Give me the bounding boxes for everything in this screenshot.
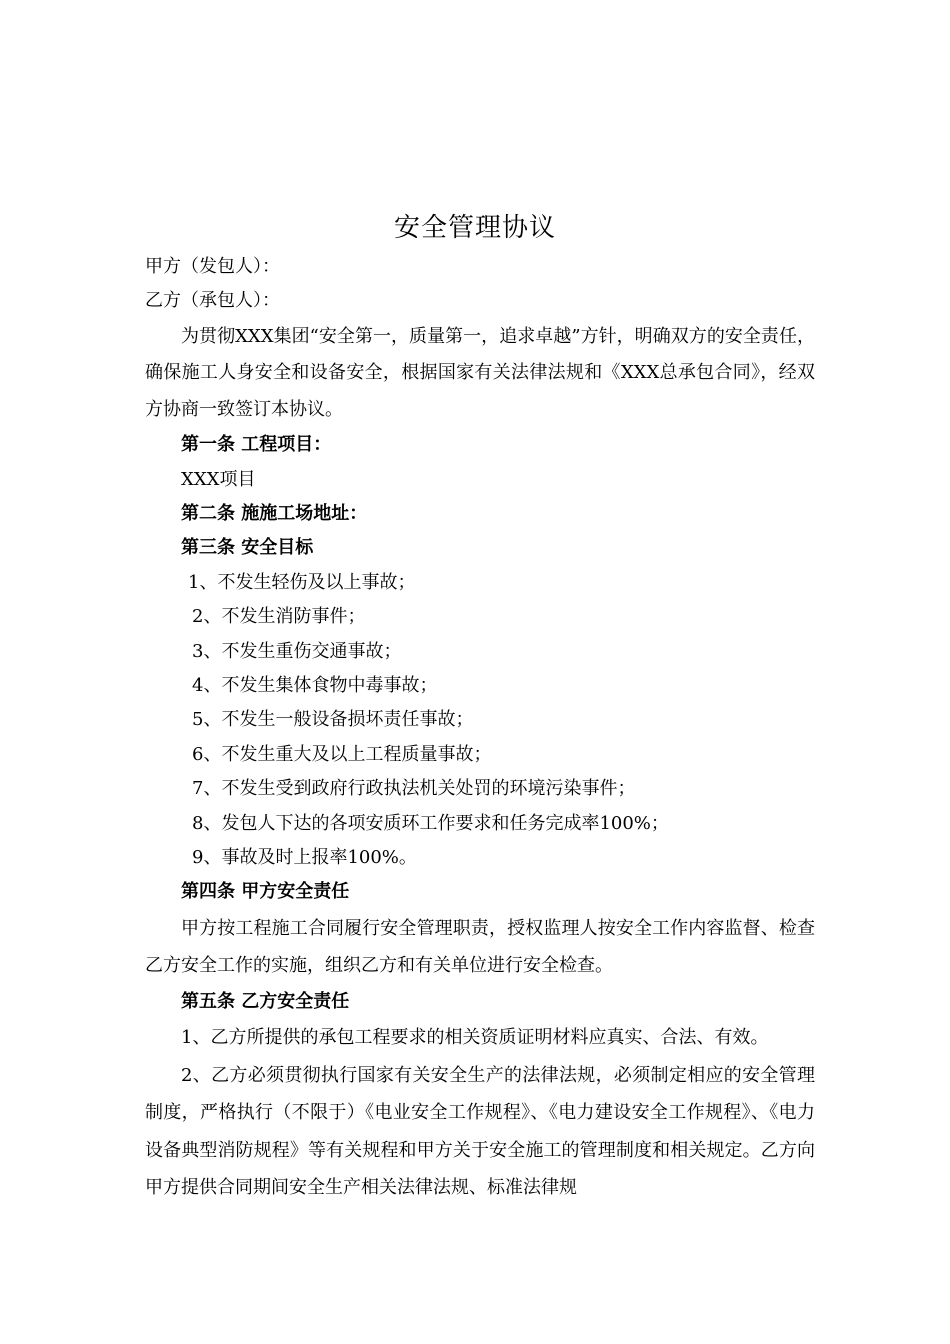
document-body — [145, 250, 815, 1207]
article-4-heading: 第四条 甲方安全责任 — [181, 881, 350, 903]
list-item: 5、不发生一般设备损坏责任事故； — [192, 709, 474, 731]
article-3-heading: 第三条 安全目标 — [181, 537, 314, 559]
document-title: 安全管理协议 — [393, 213, 556, 243]
article-5-item-1: 1、乙方所提供的承包工程要求的相关资质证明材料应真实、合法、有效。 — [181, 1027, 769, 1049]
intro-paragraph: 为贯彻XXX集团“安全第一，质量第一，追求卓越”方针，明确双方的安全责任，确保施工人身安全和设备安全，根据国家有关法律法规和《XXX总承包合同》，经双方协商一致签订本协议。 — [145, 325, 815, 420]
list-item: 7、不发生受到政府行政执法机关处罚的环境污染事件； — [192, 778, 636, 800]
list-item: 8、发包人下达的各项安质环工作要求和任务完成率100%； — [192, 812, 669, 834]
list-item: 2、不发生消防事件； — [192, 606, 366, 628]
list-item: 1、不发生轻伤及以上事故； — [188, 571, 416, 593]
article-4-paragraph: 甲方按工程施工合同履行安全管理职责，授权监理人按安全工作内容监督、检查乙方安全工作的实施，组织乙方和有关单位进行安全检查。 — [145, 917, 815, 977]
list-item: 3、不发生重伤交通事故； — [192, 640, 402, 662]
party-b-line: 乙方（承包人）： — [145, 290, 280, 312]
list-item: 9、事故及时上报率100%。 — [192, 846, 417, 868]
article-2-heading: 第二条 施施工场地址： — [181, 503, 368, 525]
safety-goals-list — [145, 566, 815, 876]
article-1-content: XXX项目 — [181, 468, 256, 490]
list-item: 4、不发生集体食物中毒事故； — [192, 675, 438, 697]
article-1-heading: 第一条 工程项目： — [181, 434, 332, 456]
party-a-line: 甲方（发包人）： — [145, 256, 280, 277]
list-item: 6、不发生重大及以上工程质量事故； — [192, 743, 492, 765]
article-5-heading: 第五条 乙方安全责任 — [181, 990, 350, 1012]
article-5-item-2: 2、乙方必须贯彻执行国家有关安全生产的法律法规，必须制定相应的安全管理制度，严格执行（不限于）《电业安全工作规程》、《电力建设安全工作规程》、《电力设备典型消防规程》等有关规程和甲方关于安全施工的管理制度和相关规定。乙方向甲方提供合同期间安全生产相关法律法规、标准法律规 — [145, 1064, 815, 1199]
